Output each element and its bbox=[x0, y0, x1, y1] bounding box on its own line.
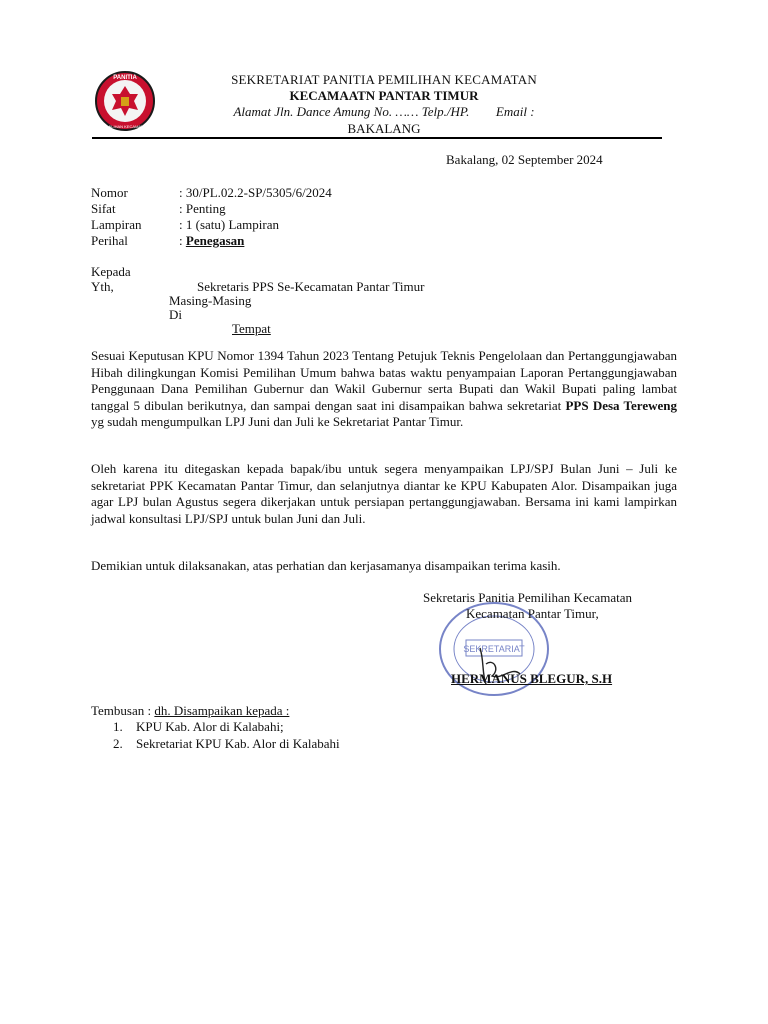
meta-lampiran-label: Lampiran bbox=[91, 217, 142, 232]
logo-text-bottom: PEMILIHAN KECAMATAN bbox=[101, 124, 149, 129]
header-line-3 bbox=[170, 104, 598, 120]
recipient-masing: Masing-Masing bbox=[169, 293, 252, 308]
tembusan-item-1: KPU Kab. Alor di Kalabahi; bbox=[136, 719, 284, 734]
signature-name: HERMANUS BLEGUR, S.H bbox=[451, 671, 613, 686]
recipient-yth: Yth, bbox=[91, 279, 114, 294]
meta-perihal-sep: : bbox=[179, 233, 186, 248]
header-line-2: KECAMAATN PANTAR TIMUR bbox=[289, 88, 479, 103]
header-address: Alamat Jln. Dance Amung No. …… Telp./HP. bbox=[233, 104, 470, 119]
signature-title-2: Kecamatan Pantar Timur, bbox=[466, 606, 599, 621]
meta-lampiran-value: : 1 (satu) Lampiran bbox=[179, 217, 279, 232]
meta-perihal-value bbox=[179, 233, 244, 249]
body-p1-bold: PPS Desa Tereweng bbox=[565, 397, 677, 413]
body-p1-after: yg sudah mengumpulkan LPJ Juni dan Juli ke Sekretariat Pantar Timur. bbox=[91, 414, 464, 429]
meta-nomor-label: Nomor bbox=[91, 185, 128, 200]
header-email: Email : bbox=[495, 104, 535, 119]
header-divider bbox=[92, 137, 662, 139]
recipient-kepada: Kepada bbox=[91, 264, 131, 279]
recipient-name: Sekretaris PPS Se-Kecamatan Pantar Timur bbox=[197, 279, 425, 294]
recipient-di: Di bbox=[169, 307, 182, 322]
tembusan-item-1-num: 1. bbox=[113, 719, 123, 734]
meta-sifat-value: : Penting bbox=[179, 201, 226, 216]
tembusan-label: Tembusan : bbox=[91, 703, 155, 718]
tembusan-label-underlined: dh. Disampaikan kepada : bbox=[154, 703, 290, 718]
header-line-1: SEKRETARIAT PANITIA PEMILIHAN KECAMATAN bbox=[231, 72, 537, 87]
body-paragraph-1 bbox=[91, 348, 677, 431]
body-paragraph-3: Demikian untuk dilaksanakan, atas perhatian dan kerjasamanya disampaikan terima kasih. bbox=[91, 558, 561, 573]
signature-title-1: Sekretaris Panitia Pemilihan Kecamatan bbox=[423, 590, 633, 605]
body-p1-before: Sesuai Keputusan KPU Nomor 1394 Tahun 2023 Tentang Petujuk Teknis Pengelolaan dan Pertanggungjawaban Hibah dilingkungan Komisi Pemilihan Umum bahwa batas waktu penyampaian Laporan Pertanggungjawaban Penggunaan Dana Pemilihan Gubernur dan Wakil Gubernur serta Bupati dan Wakil Bupati paling lambat tanggal 5 dibulan berikutnya, dan sampai dengan saat ini disampaikan bahwa sekretariat bbox=[91, 348, 677, 413]
meta-perihal-text: Penegasan bbox=[185, 233, 245, 248]
body-paragraph-2: Oleh karena itu ditegaskan kepada bapak/ibu untuk segera menyampaikan LPJ/SPJ Bulan Juni – Juli ke sekretariat PPK Kecamatan Pantar Timur, dan selanjutnya diantar ke KPU Kabupaten Alor. Disampaikan juga agar LPJ bulan Agustus segera dikerjakan untuk persiapan pertanggungjawaban. Bersama ini kami lampirkan jadwal konsultasi LPJ/SPJ untuk bulan Juni dan Juli. bbox=[91, 461, 677, 526]
meta-sifat-label: Sifat bbox=[91, 201, 116, 216]
tembusan-heading bbox=[91, 703, 289, 719]
tembusan-item-2-num: 2. bbox=[113, 736, 123, 751]
stamp-text: SEKRETARIAT bbox=[463, 644, 525, 654]
logo-text-top: PANITIA bbox=[113, 75, 137, 81]
kpu-logo bbox=[94, 70, 156, 132]
tembusan-item-2: Sekretariat KPU Kab. Alor di Kalabahi bbox=[136, 736, 340, 751]
meta-perihal-label: Perihal bbox=[91, 233, 128, 248]
recipient-tempat: Tempat bbox=[232, 321, 271, 336]
meta-nomor-value: : 30/PL.02.2-SP/5305/6/2024 bbox=[179, 185, 332, 200]
header-line-4: BAKALANG bbox=[347, 121, 421, 136]
letter-date: Bakalang, 02 September 2024 bbox=[446, 152, 603, 167]
